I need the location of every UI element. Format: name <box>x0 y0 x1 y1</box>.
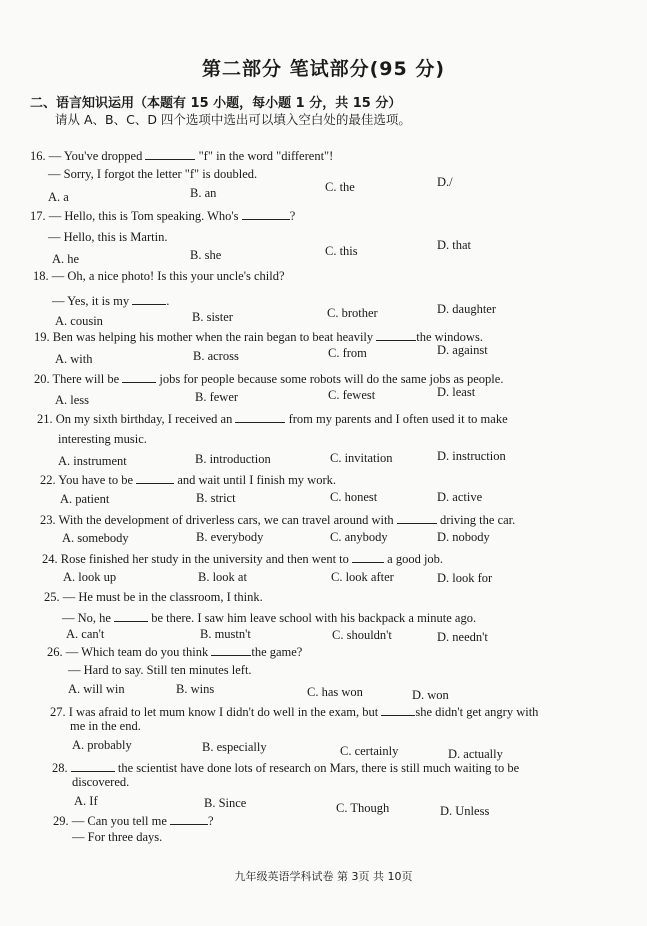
question-stem: — Oh, a nice photo! Is this your uncle's child? <box>51 269 285 283</box>
question-stem-end: jobs for people because some robots will do the same jobs as people. <box>159 372 504 386</box>
option-a: A. probably <box>72 738 132 752</box>
question-number: 19. <box>34 330 50 344</box>
answer-blank <box>235 410 285 423</box>
reply-end: be there. I saw him leave school with his backpack a minute ago. <box>151 611 477 625</box>
question-number: 16. <box>30 149 46 163</box>
question-stem: — Can you tell me <box>71 814 167 828</box>
question-17 <box>30 207 295 225</box>
option-d: D. won <box>412 688 449 702</box>
question-22 <box>40 471 336 489</box>
question-16-reply: — Sorry, I forgot the letter "f" is doubled. <box>48 167 258 181</box>
option-d: D. that <box>437 238 472 252</box>
answer-blank <box>352 550 384 563</box>
question-number: 27. <box>50 705 66 719</box>
option-d: D. least <box>437 385 476 399</box>
question-27-continued: me in the end. <box>70 719 141 733</box>
question-stem-end: ? <box>289 209 296 223</box>
option-c: C. anybody <box>330 530 388 544</box>
reply-text: — Yes, it is my <box>52 294 130 308</box>
question-stem: You have to be <box>58 473 134 487</box>
question-stem-end: the windows. <box>416 330 483 344</box>
question-29-reply: — For three days. <box>72 830 163 844</box>
answer-blank <box>145 147 195 160</box>
option-d: D. nobody <box>437 530 490 544</box>
option-a: A. cousin <box>55 314 103 328</box>
option-a: A. look up <box>63 570 117 584</box>
option-c: C. the <box>325 180 355 194</box>
option-b: B. strict <box>196 491 236 505</box>
option-b: B. especially <box>202 740 267 754</box>
question-stem-end: from my parents and I often used it to make <box>288 412 508 426</box>
question-number: 29. <box>53 814 69 828</box>
option-b: B. look at <box>198 570 247 584</box>
question-21-continued: interesting music. <box>58 432 147 446</box>
option-d: D. actually <box>448 747 503 761</box>
option-d: D. active <box>437 490 483 504</box>
question-17-reply: — Hello, this is Martin. <box>48 230 168 244</box>
page-footer: 九年级英语学科试卷 第 3页 共 10页 <box>234 870 413 883</box>
option-c: C. look after <box>331 570 394 584</box>
option-b: B. an <box>190 186 217 200</box>
option-c: C. honest <box>330 490 378 504</box>
question-number: 26. <box>47 645 63 659</box>
question-stem: the scientist have done lots of research on Mars, there is still much waiting to be <box>117 761 520 775</box>
option-c: C. certainly <box>340 744 399 758</box>
question-16 <box>30 147 333 165</box>
question-number: 25. <box>44 590 60 604</box>
answer-blank <box>136 471 174 484</box>
option-a: A. instrument <box>58 454 127 468</box>
question-number: 28. <box>52 761 68 775</box>
question-21 <box>37 410 508 428</box>
answer-blank <box>114 609 148 622</box>
answer-blank <box>397 511 437 524</box>
section-instruction: 请从 A、B、C、D 四个选项中选出可以填入空白处的最佳选项。 <box>55 112 411 127</box>
option-d: D. instruction <box>437 449 506 463</box>
question-stem-end: she didn't get angry with <box>415 705 539 719</box>
question-25-reply <box>62 609 476 626</box>
question-stem: — Hello, this is Tom speaking. Who's <box>48 209 239 223</box>
question-stem-end: the game? <box>251 645 303 659</box>
option-b: B. she <box>190 248 222 262</box>
option-b: B. everybody <box>196 530 264 544</box>
option-a: A. If <box>74 794 98 808</box>
section-header: 二、语言知识运用（本题有 15 小题，每小题 1 分，共 15 分） <box>30 96 402 111</box>
option-b: B. wins <box>176 682 215 696</box>
question-stem-end: ? <box>208 814 214 828</box>
option-d: D. Unless <box>440 804 490 818</box>
question-stem: — Which team do you think <box>65 645 209 659</box>
option-c: C. shouldn't <box>332 628 392 642</box>
question-stem: On my sixth birthday, I received an <box>55 412 233 426</box>
option-a: A. patient <box>60 492 110 506</box>
option-d: D. against <box>437 343 488 357</box>
question-number: 20. <box>34 372 50 386</box>
answer-blank <box>381 703 415 716</box>
answer-blank <box>242 207 290 220</box>
option-d: D. needn't <box>437 630 488 644</box>
reply-text: — No, he <box>62 611 111 625</box>
question-28-continued: discovered. <box>72 775 130 789</box>
question-19 <box>34 328 483 346</box>
question-stem-end: driving the car. <box>439 513 516 527</box>
option-c: C. Though <box>336 801 390 815</box>
question-number: 18. <box>33 269 49 283</box>
question-25 <box>44 589 263 606</box>
option-b: B. mustn't <box>200 627 251 641</box>
option-d: D./ <box>437 175 453 189</box>
option-b: B. across <box>193 349 239 363</box>
reply-end: . <box>166 294 170 308</box>
question-18-reply <box>52 292 169 309</box>
option-c: C. fewest <box>328 388 376 402</box>
question-stem-end: and wait until I finish my work. <box>177 473 336 487</box>
option-d: D. look for <box>437 571 493 585</box>
question-stem: — He must be in the classroom, I think. <box>62 590 263 604</box>
option-a: A. with <box>55 352 93 366</box>
option-b: B. Since <box>204 796 247 810</box>
answer-blank <box>122 370 156 383</box>
question-number: 24. <box>42 552 58 566</box>
question-number: 22. <box>40 473 56 487</box>
question-18 <box>33 268 285 285</box>
question-26-reply: — Hard to say. Still ten minutes left. <box>68 663 252 677</box>
answer-blank <box>170 812 208 825</box>
option-a: A. a <box>48 190 69 204</box>
option-b: B. introduction <box>195 452 271 466</box>
option-a: A. less <box>55 393 90 407</box>
question-26 <box>47 643 302 661</box>
answer-blank <box>71 759 115 772</box>
option-c: C. invitation <box>330 451 393 465</box>
question-stem: — You've dropped <box>48 149 143 163</box>
option-a: A. he <box>52 252 80 266</box>
question-stem: Ben was helping his mother when the rain began to beat heavily <box>52 330 374 344</box>
question-stem: I was afraid to let mum know I didn't do well in the exam, but <box>68 705 379 719</box>
question-29 <box>53 812 214 830</box>
option-a: A. somebody <box>62 531 129 545</box>
answer-blank <box>211 643 251 656</box>
option-b: B. sister <box>192 310 233 324</box>
answer-blank <box>132 292 166 305</box>
question-stem-end: "f" in the word "different"! <box>198 149 334 163</box>
question-number: 17. <box>30 209 46 223</box>
question-stem: With the development of driverless cars, we can travel around with <box>58 513 394 527</box>
question-24 <box>42 550 443 568</box>
option-d: D. daughter <box>437 302 497 316</box>
option-c: C. brother <box>327 306 378 320</box>
question-20 <box>34 370 503 388</box>
option-c: C. has won <box>307 685 363 699</box>
option-a: A. will win <box>68 682 125 696</box>
question-stem: There will be <box>52 372 120 386</box>
question-23 <box>40 511 515 529</box>
question-stem: Rose finished her study in the university and then went to <box>60 552 349 566</box>
option-b: B. fewer <box>195 390 239 404</box>
option-a: A. can't <box>66 627 105 641</box>
question-number: 23. <box>40 513 56 527</box>
option-c: C. this <box>325 244 358 258</box>
page-title: 第二部分 笔试部分(95 分) <box>201 58 446 80</box>
option-c: C. from <box>328 346 367 360</box>
question-stem-end: a good job. <box>387 552 444 566</box>
answer-blank <box>376 328 416 341</box>
question-number: 21. <box>37 412 53 426</box>
